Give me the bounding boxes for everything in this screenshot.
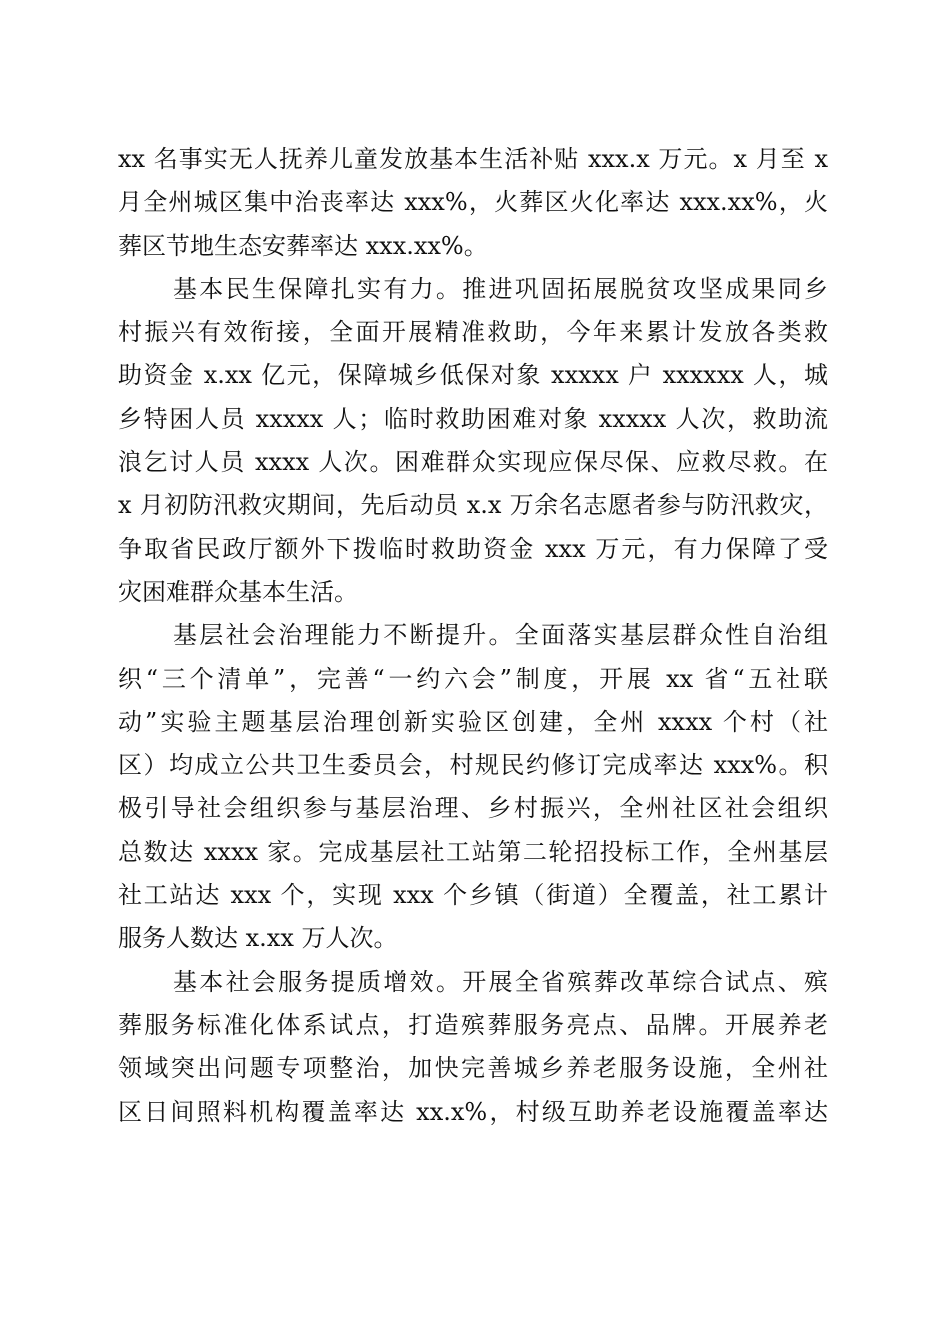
text-line: 区日间照料机构覆盖率达 xx.x%，村级互助养老设施覆盖率达 bbox=[118, 1097, 828, 1126]
text-line: 服务人数达 x.xx 万人次。 bbox=[118, 924, 398, 953]
text-line: 基层社会治理能力不断提升。全面落实基层群众性自治组 bbox=[173, 621, 828, 650]
paragraph-1 bbox=[118, 138, 828, 268]
text-line: 助资金 x.xx 亿元，保障城乡低保对象 xxxxx 户 xxxxxx 人，城 bbox=[118, 361, 828, 390]
paragraph-2 bbox=[118, 268, 828, 614]
text-line: 基本民生保障扎实有力。推进巩固拓展脱贫攻坚成果同乡 bbox=[173, 274, 828, 303]
text-line: 月全州城区集中治丧率达 xxx%，火葬区火化率达 xxx.xx%，火 bbox=[118, 188, 828, 217]
text-line: 葬区节地生态安葬率达 xxx.xx%。 bbox=[118, 231, 488, 260]
text-line: xx 名事实无人抚养儿童发放基本生活补贴 xxx.x 万元。x 月至 x bbox=[118, 145, 828, 173]
text-line: 极引导社会组织参与基层治理、乡村振兴，全州社区社会组织 bbox=[118, 794, 828, 823]
text-line: 织“三个清单”，完善“一约六会”制度，开展 xx 省“五社联 bbox=[118, 664, 828, 693]
text-line: 灾困难群众基本生活。 bbox=[118, 577, 358, 606]
text-line: x 月初防汛救灾期间，先后动员 x.x 万余名志愿者参与防汛救灾， bbox=[118, 491, 828, 520]
text-line: 区）均成立公共卫生委员会，村规民约修订完成率达 xxx%。积 bbox=[118, 751, 828, 780]
text-line: 浪乞讨人员 xxxx 人次。困难群众实现应保尽保、应救尽救。在 bbox=[118, 448, 828, 477]
text-line: 社工站达 xxx 个，实现 xxx 个乡镇（街道）全覆盖，社工累计 bbox=[118, 881, 828, 910]
text-line: 基本社会服务提质增效。开展全省殡葬改革综合试点、殡 bbox=[173, 967, 828, 996]
text-line: 领域突出问题专项整治，加快完善城乡养老服务设施，全州社 bbox=[118, 1054, 828, 1083]
text-line: 乡特困人员 xxxxx 人；临时救助困难对象 xxxxx 人次，救助流 bbox=[118, 404, 828, 433]
text-line: 葬服务标准化体系试点，打造殡葬服务亮点、品牌。开展养老 bbox=[118, 1010, 828, 1039]
paragraph-4 bbox=[118, 961, 828, 1134]
text-line: 村振兴有效衔接，全面开展精准救助，今年来累计发放各类救 bbox=[118, 318, 828, 347]
document-body bbox=[118, 138, 828, 1134]
paragraph-3 bbox=[118, 614, 828, 960]
text-line: 争取省民政厅额外下拨临时救助资金 xxx 万元，有力保障了受 bbox=[118, 534, 828, 563]
text-line: 动”实验主题基层治理创新实验区创建，全州 xxxx 个村（社 bbox=[118, 707, 828, 736]
text-line: 总数达 xxxx 家。完成基层社工站第二轮招投标工作，全州基层 bbox=[118, 837, 828, 866]
